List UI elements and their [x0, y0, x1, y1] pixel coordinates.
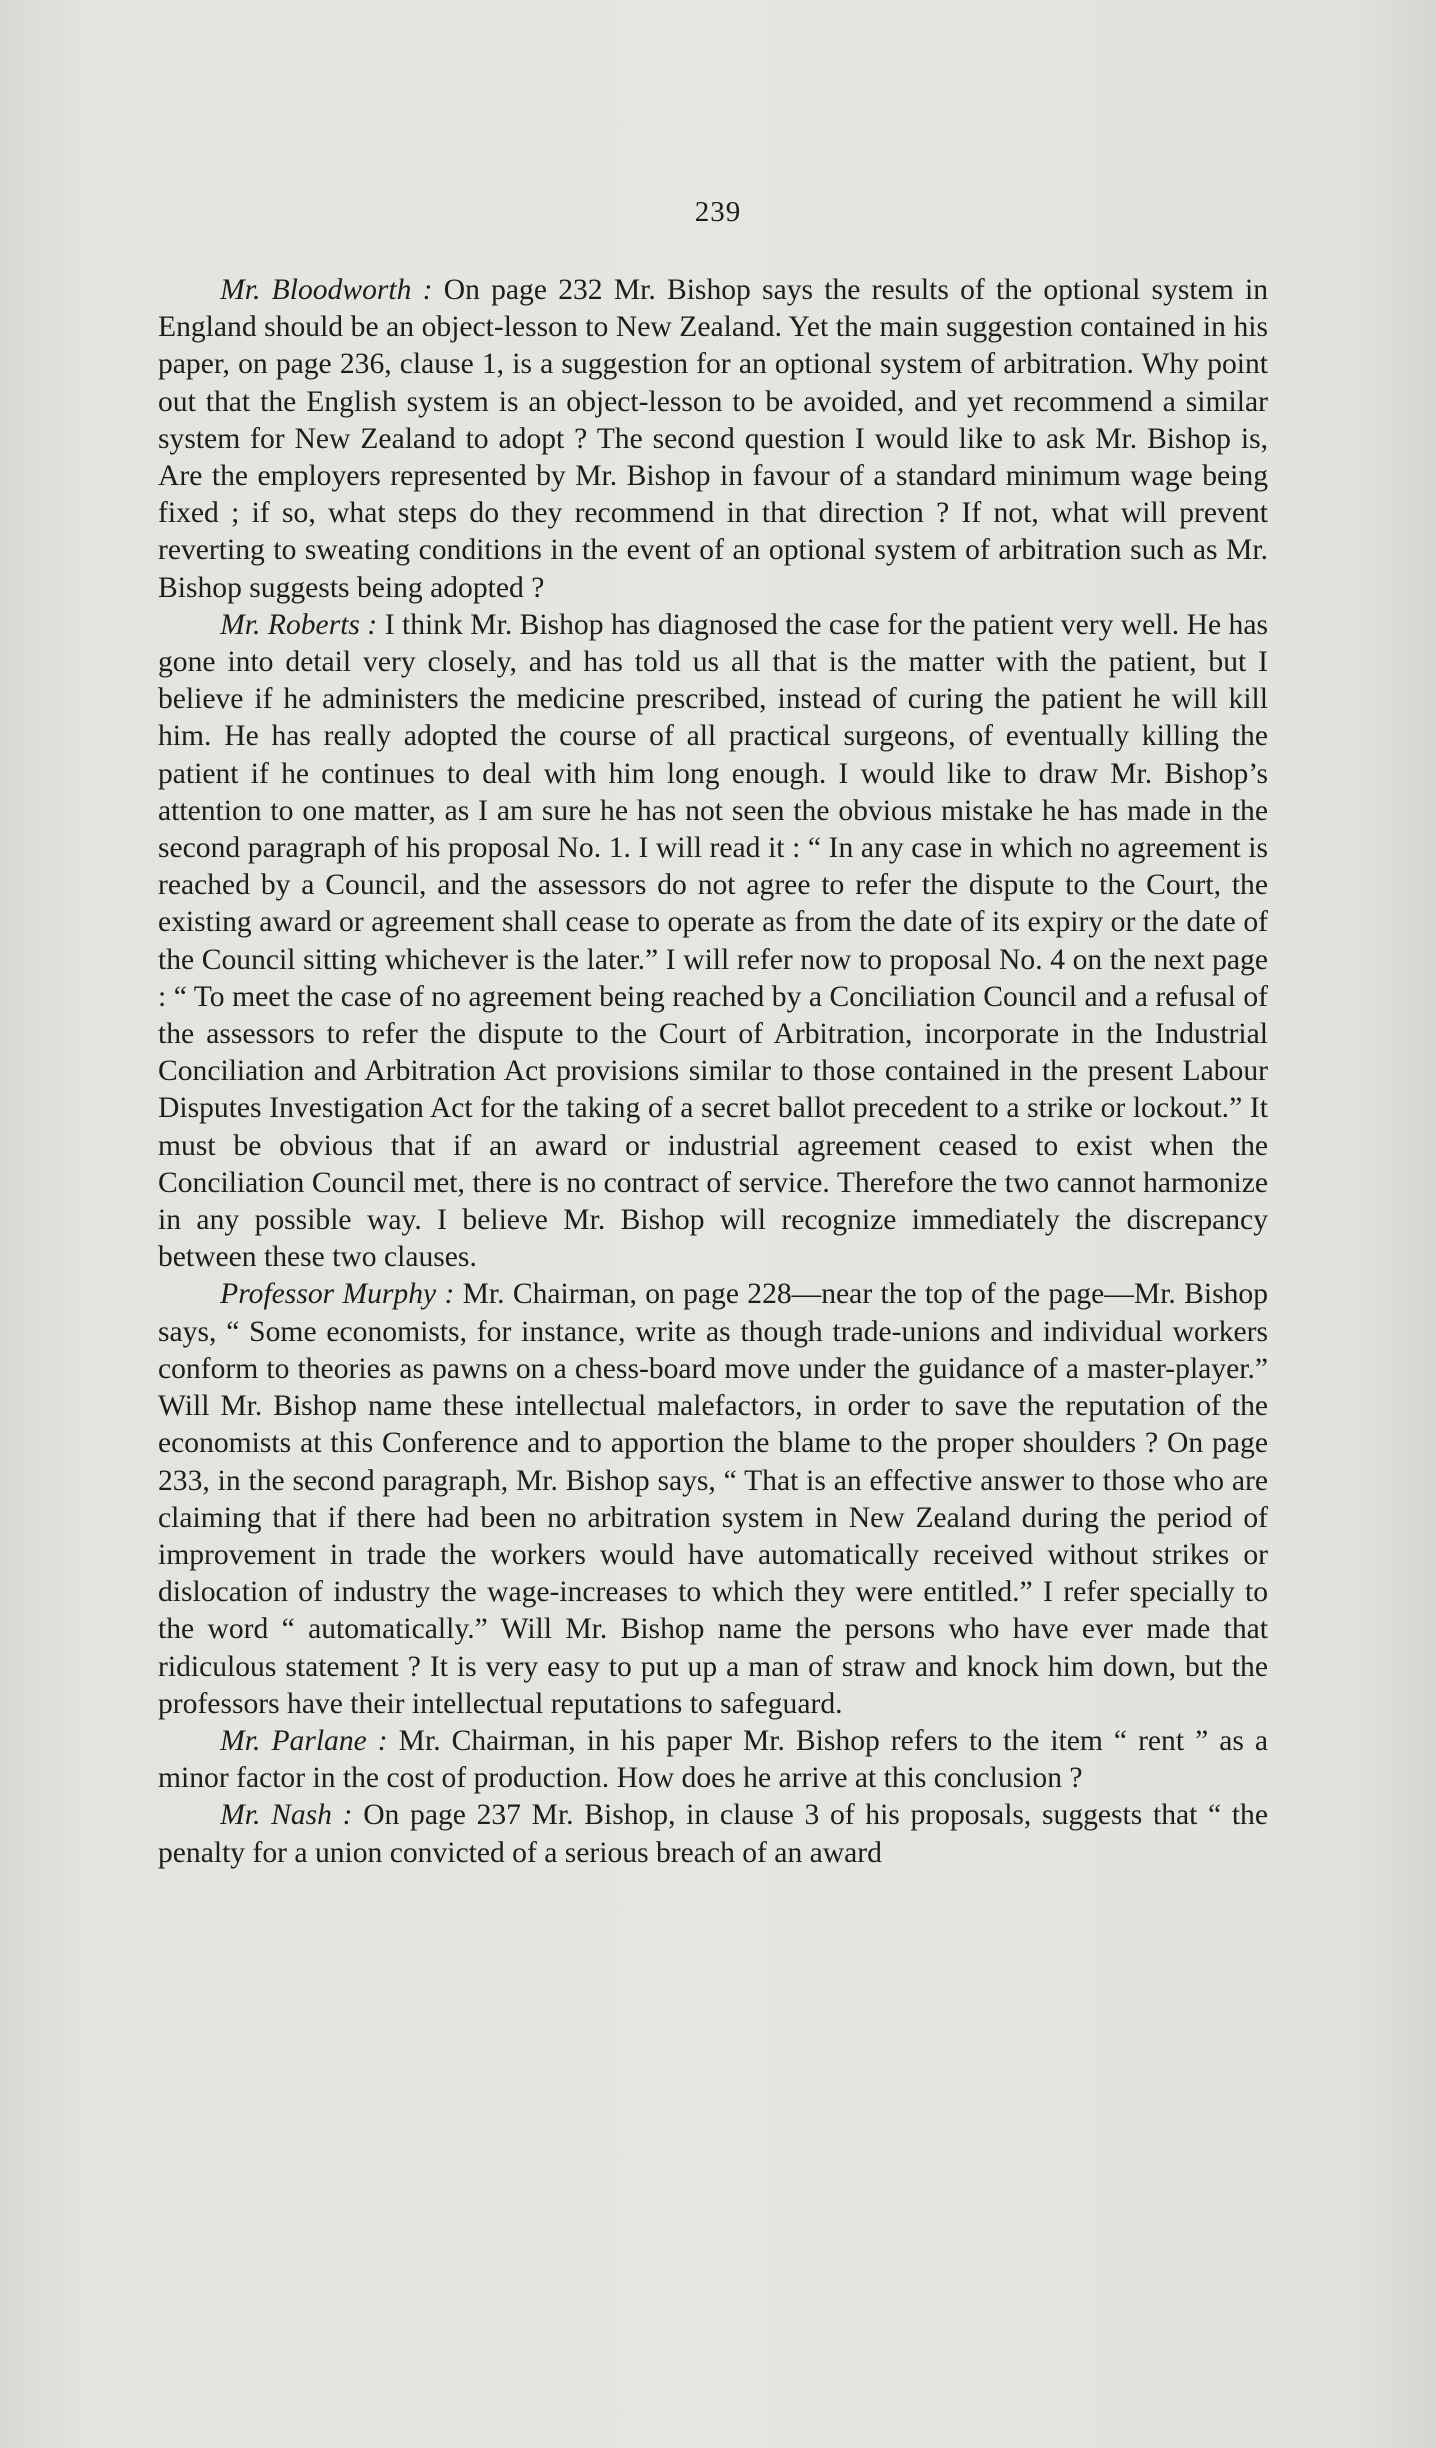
paragraph-roberts — [158, 607, 1268, 1277]
speech-text: On page 237 Mr. Bishop, in clause 3 of his proposals, suggests that “ the penalty for a union convicted of a serious breach of an award — [158, 1799, 1268, 1869]
page-number: 239 — [694, 196, 742, 228]
speech-text: On page 232 Mr. Bishop says the results of the optional system in England should be an object-lesson to New Zealand. Yet the main suggestion contained in his paper, on page 236, clause 1, is a suggestion for an optional system of arbitration. Why point out that the English system is an object-lesson to be avoided, and yet recommend a similar system for New Zealand to adopt ? The second question I would like to ask Mr. Bishop is, Are the employers represented by Mr. Bishop in favour of a standard minimum wage being fixed ; if so, what steps do they recommend in that direction ? If not, what will prevent reverting to sweating conditions in the event of an optional system of arbitration such as Mr. Bishop suggests being adopted ? — [158, 274, 1268, 604]
transcript-body — [158, 272, 1268, 1872]
paragraph-nash — [158, 1797, 1268, 1871]
speech-text: Mr. Chairman, on page 228—near the top of the page—Mr. Bishop says, “ Some economists, for instance, write as though trade-unions and individual workers conform to theories as pawns on a chess-board move under the guidance of a master-player.” Will Mr. Bishop name these intellectual malefactors, in order to save the reputation of the economists at this Conference and to apportion the blame to the proper shoulders ? On page 233, in the second paragraph, Mr. Bishop says, “ That is an effective answer to those who are claiming that if there had been no arbitration system in New Zealand during the period of improvement in trade the workers would have automatically received without strikes or dislocation of industry the wage-increases to which they were entitled.” I refer specially to the word “ automatically.” Will Mr. Bishop name the persons who have ever made that ridiculous statement ? It is very easy to put up a man of straw and knock him down, but the professors have their intellectual reputations to safeguard. — [158, 1278, 1268, 1720]
speaker-name: Mr. Bloodworth : — [220, 274, 433, 306]
paragraph-murphy — [158, 1276, 1268, 1722]
paragraph-bloodworth — [158, 272, 1268, 607]
speaker-name: Mr. Roberts : — [220, 608, 378, 641]
speech-text: Mr. Chairman, in his paper Mr. Bishop refers to the item “ rent ” as a minor factor in the cost of production. How does he arrive at this conclusion ? — [158, 1724, 1269, 1795]
speaker-name: Professor Murphy : — [220, 1278, 455, 1311]
paragraph-parlane — [158, 1723, 1268, 1797]
speech-text: I think Mr. Bishop has diagnosed the case for the patient very well. He has gone into detail very closely, and has told us all that is the matter with the patient, but I believe if he administers the medicine prescribed, instead of curing the patient he will kill him. He has really adopted the course of all practical surgeons, of eventually killing the patient if he continues to deal with him long enough. I would like to draw Mr. Bishop’s attention to one matter, as I am sure he has not seen the obvious mistake he has made in the second paragraph of his proposal No. 1. I will read it : “ In any case in which no agreement is reached by a Council, and the assessors do not agree to refer the dispute to the Court, the existing award or agreement shall cease to operate as from the date of its expiry or the date of the Council sitting whichever is the later.” I will refer now to proposal No. 4 on the next page : “ To meet the case of no agreement being reached by a Conciliation Council and a refusal of the assessors to refer the dispute to the Court of Arbitration, incorporate in the Industrial Conciliation and Arbitration Act provisions similar to those contained in the present Labour Disputes Investigation Act for the taking of a secret ballot precedent to a strike or lockout.” It must be obvious that if an award or industrial agreement ceased to exist when the Conciliation Council met, there is no contract of service. Therefore the two cannot harmonize in any possible way. I believe Mr. Bishop will recognize immediately the discrepancy between these two clauses. — [158, 608, 1269, 1274]
speaker-name: Mr. Nash : — [220, 1799, 353, 1832]
speaker-name: Mr. Parlane : — [220, 1724, 388, 1757]
